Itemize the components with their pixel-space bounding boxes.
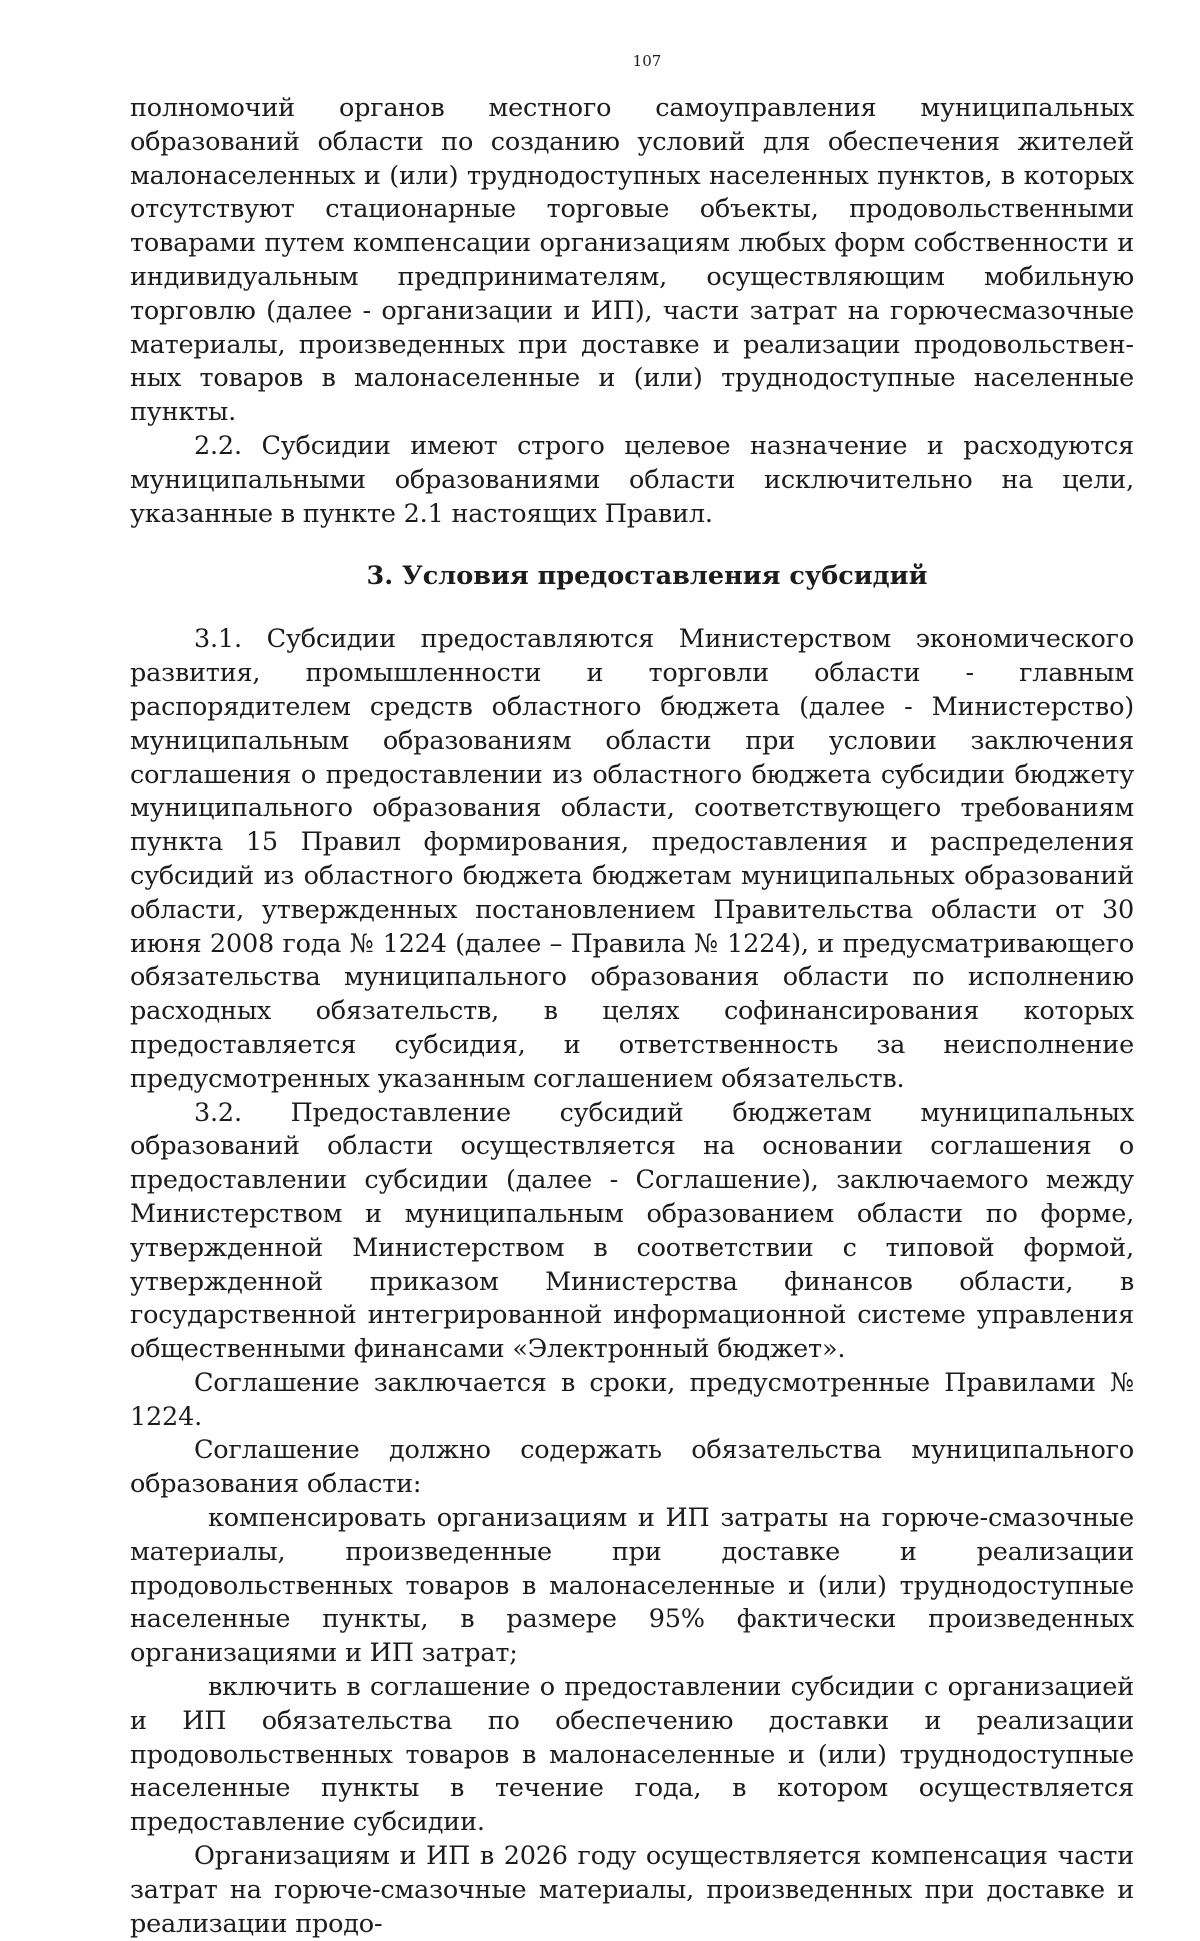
paragraph-2026: Организациям и ИП в 2026 году осуществляется компенсация части затрат на горюче-смазочные материалы, произведенных при доставке и реализации продо- [130,1841,1134,1939]
paragraph-intro: полномочий органов местного самоуправления муниципальных образований области по созданию условий для обеспечения жителей малонаселенных и (или) труднодоступных населенных пунктов, в которых отсутствуют стационарные торговые объекты, продовольственными товарами путем компенсации организациям любых форм собственности и индивидуальным предпринимателям, осуществляющим мобильную торговлю (далее - организации и ИП), части затрат на горючесмазочные материалы, произведенных при доставке и реализации продовольственных товаров в малонаселенные и (или) труднодоступные населенные пункты. [130,93,1134,428]
section-heading-3: 3. Условия предоставления субсидий [366,561,928,592]
paragraph-2-2: 2.2. Субсидии имеют строго целевое назначение и расходуются муниципальными образованиями области исключительно на цели, указанные в пункте 2.1 настоящих Правил. [130,430,1134,529]
paragraph-agreement-terms: Соглашение заключается в сроки, предусмотренные Правилами № 1224. [130,1367,1134,1432]
paragraph-agreement-content: Соглашение должно содержать обязательства муниципального образования области: [130,1435,1134,1500]
paragraph-3-1: 3.1. Субсидии предоставляются Министерством экономического развития, промышленности и торговли области - главным распорядителем средств областного бюджета (далее - Министерство) муниципальным образованиям области при условии заключения соглашения о предоставлении из областного бюджета субсидии бюджету муниципального образования области, соответствующего требованиям пункта 15 Правил формирования, предоставления и распределения субсидий из областного бюджета бюджетам муниципальных образований области, утвержденных постановлением Правительства области от 30 июня 2008 года № 1224 (далее – Правила № 1224), и предусматривающего обязательства муниципального образования области по исполнению расходных обязательств, в целях софинансирования которых предоставляется субсидия, и ответственность за неисполнение предусмотренных указанным соглашением обязательств. [130,624,1134,1094]
paragraph-compensate: компенсировать организациям и ИП затраты на горюче-смазочные материалы, произведенные при доставке и реализации продовольственных товаров в малонаселенные и (или) труднодоступные населенные пункты, в размере 95% фактически произведенных организациями и ИП затрат; [130,1503,1134,1669]
paragraph-include: включить в соглашение о предоставлении субсидии с организацией и ИП обязательства по обеспечению доставки и реализации продовольственных товаров в малонаселенные и (или) труднодоступные населенные пункты в течение года, в котором осуществляется предоставление субсидии. [130,1672,1134,1838]
page-number: 107 [632,52,662,70]
paragraph-3-2: 3.2. Предоставление субсидий бюджетам муниципальных образований области осуществляется на основании соглашения о предоставлении субсидии (далее - Соглашение), заключаемого между Министерством и муниципальным образованием области по форме, утвержденной Министерством в соответствии с типовой формой, утвержденной приказом Министерства финансов области, в государственной интегрированной информационной системе управления общественными финансами «Электронный бюджет». [130,1097,1134,1365]
